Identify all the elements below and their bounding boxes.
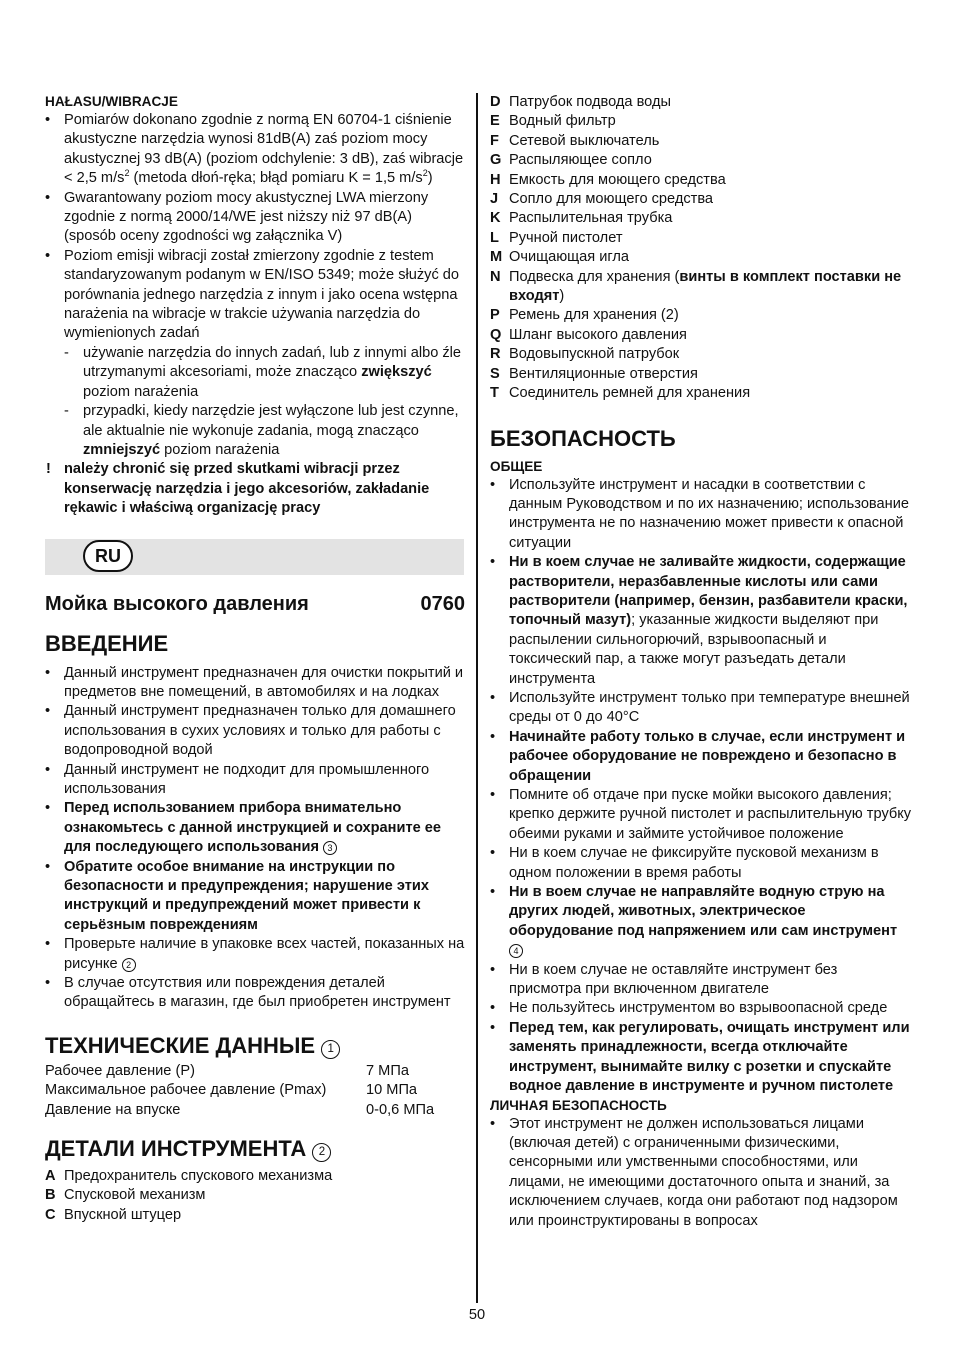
part-letter: D (490, 94, 501, 110)
list-item (490, 326, 912, 345)
list-item (45, 702, 465, 760)
intro-list (45, 664, 465, 1013)
part-name: Патрубок подвода воды (509, 94, 671, 110)
list-item (45, 664, 465, 703)
part-name: Вентиляционные отверстия (509, 365, 698, 382)
list-item (490, 1019, 912, 1097)
part-name: Емкость для моющего средства (509, 171, 726, 188)
spec-value: 10 МПа (366, 1082, 418, 1099)
product-code: 0760 (420, 592, 465, 615)
spec-value: 7 МПа (366, 1062, 409, 1079)
text: Данный инструмент предназначен для очистки покрытий и предметов вне помещений, в автомобилях и на лодках (64, 664, 464, 700)
figure-ref-icon: 1 (321, 1040, 340, 1059)
column-divider (476, 93, 478, 1303)
list-item: - przypadki, kiedy narzędzie jest wyłączone lub jest czynne, ale aktualnie nie wykonuje zadania, mogą znacząco zmniejszyć poziom narażenia (64, 402, 465, 460)
list-item (490, 844, 912, 883)
figure-ref-icon: 4 (509, 944, 523, 958)
spec-table (45, 1062, 465, 1120)
text: Данный инструмент не подходит для промышленного использования (64, 761, 430, 797)
list-item (490, 961, 912, 1000)
part-name: Впускной штуцер (64, 1206, 182, 1223)
spec-label: Максимальное рабочее давление (Pmax) (45, 1082, 327, 1099)
bold-text: Ни в коем случае не заливайте жидкости, содержащие растворители, неразбавленные кислоты или сами растворители (например, бензин, разбавители краски, топочный мазут) (509, 554, 908, 629)
list-item (490, 689, 912, 728)
parts-list (45, 1167, 465, 1225)
text: Данный инструмент предназначен только для домашнего использования в сухих условиях и только для работы с водопроводной водой (64, 703, 456, 759)
personal-safety-list (490, 1115, 912, 1231)
figure-ref-icon: 3 (323, 841, 337, 855)
list-item (490, 883, 912, 961)
list-item (490, 209, 912, 228)
text: Перед тем, как регулировать, очищать инструмент или заменять принадлежности, всегда отключайте инструмент, вынимайте вилку с розетки и спускайте водное давление в инструменте и ручном пистолете (509, 1019, 910, 1095)
figure-ref-icon: 2 (312, 1143, 331, 1162)
part-name: Ремень для хранения (2) (509, 307, 679, 324)
part-letter: G (490, 152, 502, 169)
part-name: Очищающая игла (509, 249, 630, 266)
right-column (490, 93, 912, 1231)
spec-value: 0-0,6 МПа (366, 1101, 435, 1118)
list-item (490, 248, 912, 267)
list-item (490, 999, 912, 1018)
language-bar (45, 539, 464, 575)
list-item (490, 306, 912, 325)
safety-heading: БЕЗОПАСНОСТЬ (490, 425, 676, 451)
list-item (490, 132, 912, 151)
part-letter: C (45, 1206, 56, 1223)
spec-row (45, 1062, 465, 1081)
part-name: Спусковой механизм (64, 1187, 206, 1204)
text: Используйте инструмент и насадки в соответствии с данным Руководством и по их назначению; использование инструмента не по назначению может привести к опасной ситуации (509, 476, 909, 551)
part-name: Соединитель ремней для хранения (509, 385, 751, 402)
text: Перед использованием прибора внимательно ознакомьтесь с данной инструкцией и сохраните ее для последующего использования (64, 800, 442, 856)
text: Обратите особое внимание на инструкции по безопасности и предупреждения; нарушение этих инструкций и предупреждений может привести к серьёзным повреждениям (64, 858, 429, 933)
text: Используйте инструмент только при температуре внешней среды от 0 до 40°C (509, 689, 910, 726)
list-item (490, 365, 912, 384)
figure-ref-icon: 2 (122, 958, 136, 972)
part-letter: J (490, 191, 499, 208)
part-name: Шланг высокого давления (509, 326, 687, 343)
list-item (45, 935, 465, 974)
part-letter: Q (490, 326, 502, 343)
product-name: Мойка высокого давления (45, 592, 309, 615)
part-name: Ручной пистолет (509, 229, 623, 246)
part-letter: B (45, 1187, 56, 1204)
text: Ни в коем случае не оставляйте инструмент без присмотра при включенном двигателе (509, 961, 838, 998)
text: Начинайте работу только в случае, если инструмент и рабочее оборудование не повреждено и безопасно в обращении (509, 728, 906, 784)
part-n (490, 268, 912, 307)
list-item (45, 1206, 465, 1225)
part-name: Предохранитель спускового механизма (64, 1168, 333, 1185)
list-item (490, 345, 912, 364)
list-item (45, 974, 465, 1013)
part-name: Сопло для моющего средства (509, 191, 714, 208)
part-letter: L (490, 229, 499, 246)
tech-heading: ТЕХНИЧЕСКИЕ ДАННЫЕ 1 (45, 1033, 465, 1059)
language-badge: RU (83, 540, 133, 572)
list-item (490, 151, 912, 170)
text: Этот инструмент не должен использоваться лицами (включая детей) с ограниченными физическими, сенсорными или умственными способностями, или лицами, не имеющими достаточного опыта и знаний, за исключением случаев, когда они работают под надзором или проинструктированы в вопросах (509, 1115, 898, 1229)
list-item (490, 1115, 912, 1231)
list-item (490, 171, 912, 190)
list-item: • Pomiarów dokonano zgodnie z normą EN 60704-1 ciśnienie akustyczne narzędzia wynosi 81dB(A) zaś poziom mocy akustycznej 93 dB(A) (poziom odchylenie: 3 dB), zaś wibracje < 2,5 $m/s^2$ (metoda dłoń-ręka; błąd pomiaru K = 1,5 $m/s^2$) (45, 111, 465, 189)
text: Не пользуйтесь инструментом во взрывоопасной среде (509, 1000, 888, 1017)
text: ; указанные жидкости выделяют при распылении сильногорючий, взрывоопасный и токсический пар, а также могут разъедать детали инструмента (509, 612, 879, 687)
intro-heading: ВВЕДЕНИЕ (45, 630, 169, 656)
list-item (490, 93, 912, 112)
product-title (45, 592, 465, 616)
part-name: Сетевой выключатель (509, 132, 660, 149)
part-letter: P (490, 307, 500, 324)
part-name: Водный фильтр (509, 113, 616, 130)
list-item (45, 799, 465, 857)
part-letter: E (490, 113, 500, 130)
noise-heading: HAŁASU/WIBRACJE (45, 94, 178, 109)
part-letter: M (490, 249, 503, 266)
part-letter: S (490, 365, 500, 382)
part-name: Водовыпускной патрубок (509, 346, 680, 363)
dash-list (64, 344, 465, 460)
part-letter: A (45, 1168, 56, 1185)
list-item: - używanie narzędzia do innych zadań, lub z innymi albo źle utrzymanymi akcesoriami, może znacząco zwiększyć poziom narażenia (64, 344, 465, 402)
part-name: Распылительная трубка (509, 210, 673, 227)
noise-list (45, 111, 465, 519)
list-item (490, 476, 912, 554)
spec-row (45, 1101, 465, 1120)
list-item (490, 112, 912, 131)
spec-row (45, 1081, 465, 1100)
list-item (490, 190, 912, 209)
text: Ни в коем случае не фиксируйте пусковой механизм в одном положении в время работы (509, 845, 879, 881)
list-item (45, 1186, 465, 1205)
list-item: N Подвеска для хранения (винты в комплект поставки не входят) (490, 268, 902, 305)
list-item (45, 1167, 465, 1186)
part-letter: K (490, 210, 501, 227)
spec-label: Давление на впуске (45, 1101, 181, 1118)
part-letter: T (490, 385, 499, 402)
general-heading: ОБЩЕЕ (490, 458, 543, 474)
text: Проверьте наличие в упаковке всех частей, показанных на рисунке (64, 936, 465, 972)
text: Ни в воем случае не направляйте водную струю на других людей, животных, электрическое оборудование под напряжением или сам инструмент (509, 884, 898, 939)
list-item (490, 384, 912, 403)
part-name: Распыляющее сопло (509, 152, 652, 169)
parts-list-continued (490, 93, 912, 268)
safety-list (490, 476, 912, 1097)
vibration-warning: ! należy chronić się przed skutkami wibracji przez konserwację narzędzia i jego akcesoriów, zakładanie rękawic i właściwą organizację pracy (45, 460, 465, 518)
page-number: 50 (468, 1307, 486, 1323)
spec-label: Рабочее давление (P) (45, 1062, 195, 1079)
parts-heading: ДЕТАЛИ ИНСТРУМЕНТА 2 (45, 1136, 465, 1162)
left-column (45, 93, 465, 1225)
list-item (45, 858, 465, 936)
list-item (490, 553, 912, 689)
part-letter: R (490, 346, 501, 363)
part-letter: F (490, 132, 499, 149)
list-item (490, 728, 912, 786)
personal-safety-heading: ЛИЧНАЯ БЕЗОПАСНОСТЬ (490, 1097, 667, 1113)
part-letter: H (490, 171, 501, 188)
list-item: • Poziom emisji wibracji został zmierzony zgodnie z testem standaryzowanym podanym w EN/ISO 5349; może służyć do porównania jednego narzędzia z innym i jako ocena wstępna narażenia na wibracje w trakcie używania narzędzia do wymienionych zadań - używanie narzędzia do innych zadań, lub z innymi albo źle utrzymanymi akcesoriami, może znacząco zwiększyć poziom narażenia - przypadki, kiedy narzędzie jest wyłączone lub jest czynne, ale aktualnie nie wykonuje zadania, mogą znacząco zmniejszyć poziom narażenia (45, 247, 465, 460)
list-item: • Gwarantowany poziom mocy akustycznej LWA mierzony zgodnie z normą 2000/14/WE jest niższy niż 97 dB(A) (sposób oceny zgodności wg załącznika V) (45, 189, 465, 247)
parts-list-tail (490, 306, 912, 403)
text: В случае отсутствия или повреждения деталей обращайтесь в магазин, где был приобретен инструмент (64, 975, 451, 1011)
list-item (45, 761, 465, 800)
list-item (490, 786, 912, 844)
list-item (490, 229, 912, 248)
text: Помните об отдаче при пуске мойки высокого давления; крепко держите ручной пистолет и распылительную трубку обеими руками и займите устойчивое положение (509, 787, 912, 842)
